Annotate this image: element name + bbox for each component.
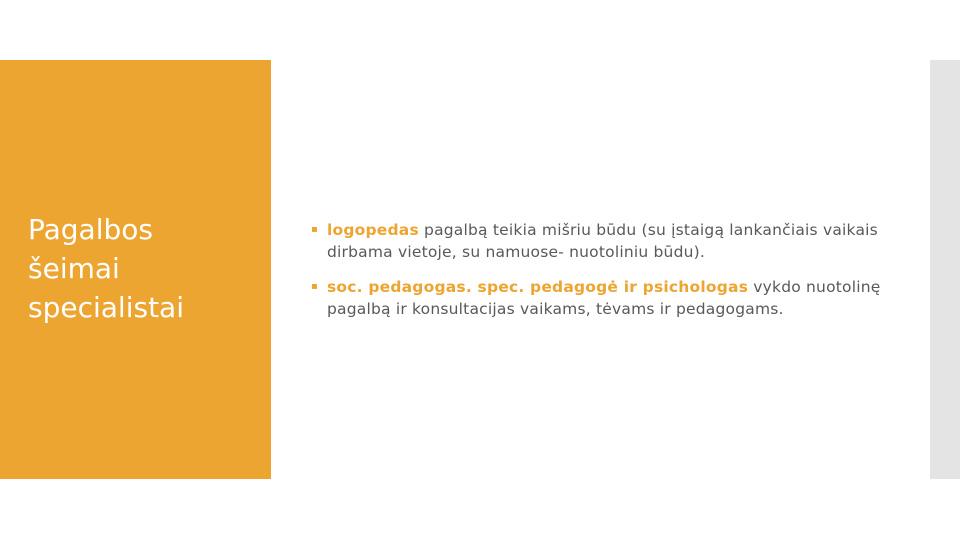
- slide-title-line: specialistai: [28, 291, 184, 324]
- slide-title: [28, 210, 263, 327]
- bullet-highlight: logopedas: [327, 221, 419, 239]
- slide-title-line: Pagalbos: [28, 213, 153, 246]
- bullet-item: [310, 219, 910, 263]
- bullet-item: [310, 276, 910, 320]
- square-bullet-icon: ▪: [311, 281, 318, 292]
- square-bullet-icon: ▪: [311, 224, 318, 235]
- bullet-text: pagalbą teikia mišriu būdu (su įstaigą lankančiais vaikais dirbama vietoje, su namuose- nuotoliniu būdu).: [327, 221, 878, 261]
- bullet-list: [310, 219, 910, 333]
- bullet-text: vykdo nuotolinę pagalbą ir konsultacijas vaikams, tėvams ir pedagogams.: [327, 278, 881, 318]
- side-strip: [930, 60, 960, 479]
- bullet-highlight: soc. pedagogas. spec. pedagogė ir psichologas: [327, 278, 749, 296]
- slide-title-line: šeimai: [28, 252, 120, 285]
